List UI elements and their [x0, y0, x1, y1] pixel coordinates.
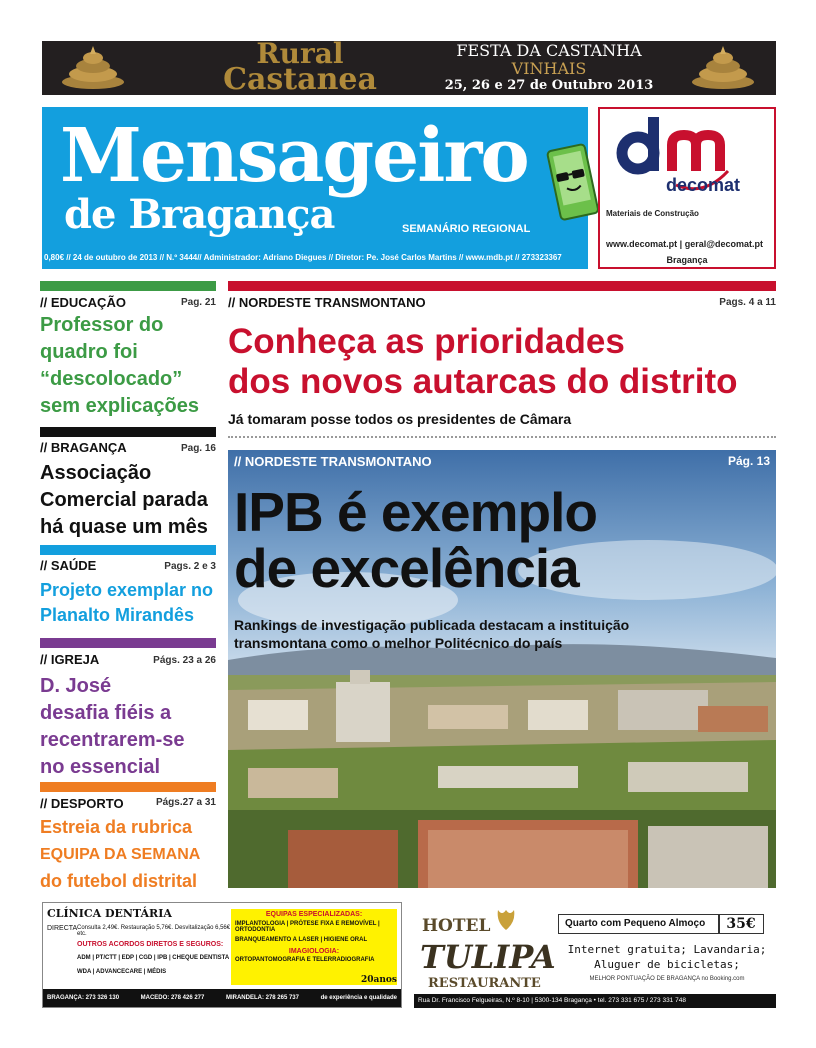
dotted-divider — [228, 436, 776, 438]
castanea-emblem-right — [690, 46, 756, 90]
clinica-outros: OUTROS ACORDOS DIRETOS E SEGUROS: — [77, 941, 224, 948]
clinica-dentaria-ad[interactable] — [42, 902, 402, 1008]
smartphone-mascot-icon — [546, 143, 600, 223]
photo-headline[interactable]: IPB é exemplo de excelência — [234, 481, 597, 599]
section-page-saude: Pags. 2 e 3 — [164, 561, 216, 572]
rural-castanea-logo: Rural Castanea — [223, 37, 377, 97]
section-bar-saude — [40, 545, 216, 555]
clinica-anos: 20anos — [361, 975, 397, 985]
quarto-offer: Quarto com Pequeno Almoço — [558, 914, 720, 934]
clinica-acordos2: WDA | ADVANCECARE | MÉDIS — [77, 969, 167, 975]
main-subhead: Já tomaram posse todos os presidentes de Câmara — [228, 411, 572, 427]
hotel-amenities: Internet gratuita; Lavandaria; Aluguer de bicicletas; MELHOR PONTUAÇÃO DE BRAGANÇA no Booking.com — [567, 943, 767, 982]
section-label-desporto: // DESPORTO — [40, 796, 124, 811]
festa-location: VINHAIS — [511, 59, 587, 78]
section-label-saude: // SAÚDE — [40, 558, 97, 573]
festa-info — [444, 41, 654, 94]
main-section-label: // NORDESTE TRANSMONTANO — [228, 295, 426, 310]
clinica-acordos1: ADM | PT/CTT | EDP | CGD | IPB | CHEQUE DENTISTA — [77, 955, 230, 961]
decomat-ad[interactable] — [598, 107, 776, 269]
section-label-braganca: // BRAGANÇA — [40, 440, 127, 455]
clinica-direta: DIRECTA — [47, 925, 78, 932]
newspaper-subtitle: de Bragança — [64, 191, 335, 238]
decomat-city: Bragança — [666, 255, 708, 265]
festa-castanha-banner[interactable] — [42, 37, 776, 97]
section-page-desporto: Págs.27 a 31 — [155, 797, 216, 808]
decomat-contacts[interactable]: www.decomat.pt | geral@decomat.pt — [606, 239, 763, 249]
tulip-icon — [492, 906, 520, 932]
main-headline[interactable]: Conheça as prioridades dos novos autarcas do distrito — [228, 322, 738, 401]
quarto-price: 35€ — [718, 914, 764, 934]
section-bar-educacao — [40, 281, 216, 291]
main-section-bar — [228, 281, 776, 291]
photo-section-label: // NORDESTE TRANSMONTANO — [234, 454, 432, 469]
decomat-name: decomat — [666, 175, 741, 195]
hotel-tulipa-ad[interactable] — [414, 902, 776, 1008]
photo-page: Pág. 13 — [727, 454, 770, 468]
section-label-educacao: // EDUCAÇÃO — [40, 295, 126, 310]
masthead — [42, 107, 588, 269]
clinica-consulta: Consulta 2,49€. Restauração 5,76€. Desvitalização 6,56€ etc. — [77, 925, 231, 937]
section-page-braganca: Pag. 16 — [180, 443, 216, 454]
headline-saude[interactable]: Projeto exemplar no Planalto Mirandês — [40, 580, 214, 625]
clinica-title: CLÍNICA DENTÁRIA — [47, 907, 172, 920]
headline-desporto[interactable]: Estreia da rubrica EQUIPA DA SEMANA do futebol distrital — [40, 817, 201, 891]
newspaper-title[interactable]: Mensageiro — [60, 113, 528, 199]
section-bar-braganca — [40, 427, 216, 437]
main-section-pages: Pags. 4 a 11 — [719, 297, 776, 308]
section-page-igreja: Págs. 23 a 26 — [153, 655, 216, 666]
headline-braganca[interactable]: Associação Comercial parada há quase um mês — [40, 462, 208, 538]
section-bar-desporto — [40, 782, 216, 792]
hotel-address-bar: Rua Dr. Francisco Felgueiras, N.º 8-10 | 5300-134 Bragança • tel. 273 331 675 / 273 331 748 — [414, 994, 776, 1008]
headline-igreja[interactable]: D. José desafia fiéis a recentrarem-se no essencial — [40, 675, 185, 778]
tagline: SEMANÁRIO REGIONAL — [402, 223, 531, 235]
festa-dates: 25, 26 e 27 de Outubro 2013 — [444, 78, 654, 93]
tulipa-logo: TULIPA — [420, 938, 556, 976]
section-bar-igreja — [40, 638, 216, 648]
hotel-label: HOTEL — [422, 916, 491, 936]
decomat-subtitle: Materiais de Construção — [606, 209, 699, 218]
section-label-igreja: // IGREJA — [40, 652, 100, 667]
clinica-specialties-box: EQUIPAS ESPECIALIZADAS: IMPLANTOLOGIA | PRÓTESE FIXA E REMOVÍVEL | ORTODONTIA BRANQUEAMENTO A LASER | HIGIENE ORAL IMAGIOLOGIA: ORTOPANTOMOGRAFIA E TELERRADIOGRAFIA — [231, 909, 397, 985]
clinica-phones-bar: BRAGANÇA: 273 326 130 MACEDO: 278 426 277 MIRANDELA: 278 265 737 de experiência e qualidade — [43, 989, 401, 1007]
restaurante-label: RESTAURANTE — [428, 976, 541, 991]
issue-info-line: 0,80€ // 24 de outubro de 2013 // N.º 3444// Administrador: Adriano Diegues // Diretor: Pe. José Carlos Martins // www.mdb.pt // 273323367 — [44, 253, 562, 262]
photo-subhead: Rankings de investigação publicada destacam a instituição transmontana como o melhor Politécnico do país — [234, 617, 630, 651]
festa-title: FESTA DA CASTANHA — [456, 41, 642, 60]
ipb-photo-story[interactable] — [228, 450, 776, 888]
headline-educacao[interactable]: Professor do quadro foi “descolocado” sem explicações — [40, 314, 199, 417]
section-page-educacao: Pag. 21 — [180, 297, 216, 308]
castanea-emblem-left — [60, 46, 126, 90]
